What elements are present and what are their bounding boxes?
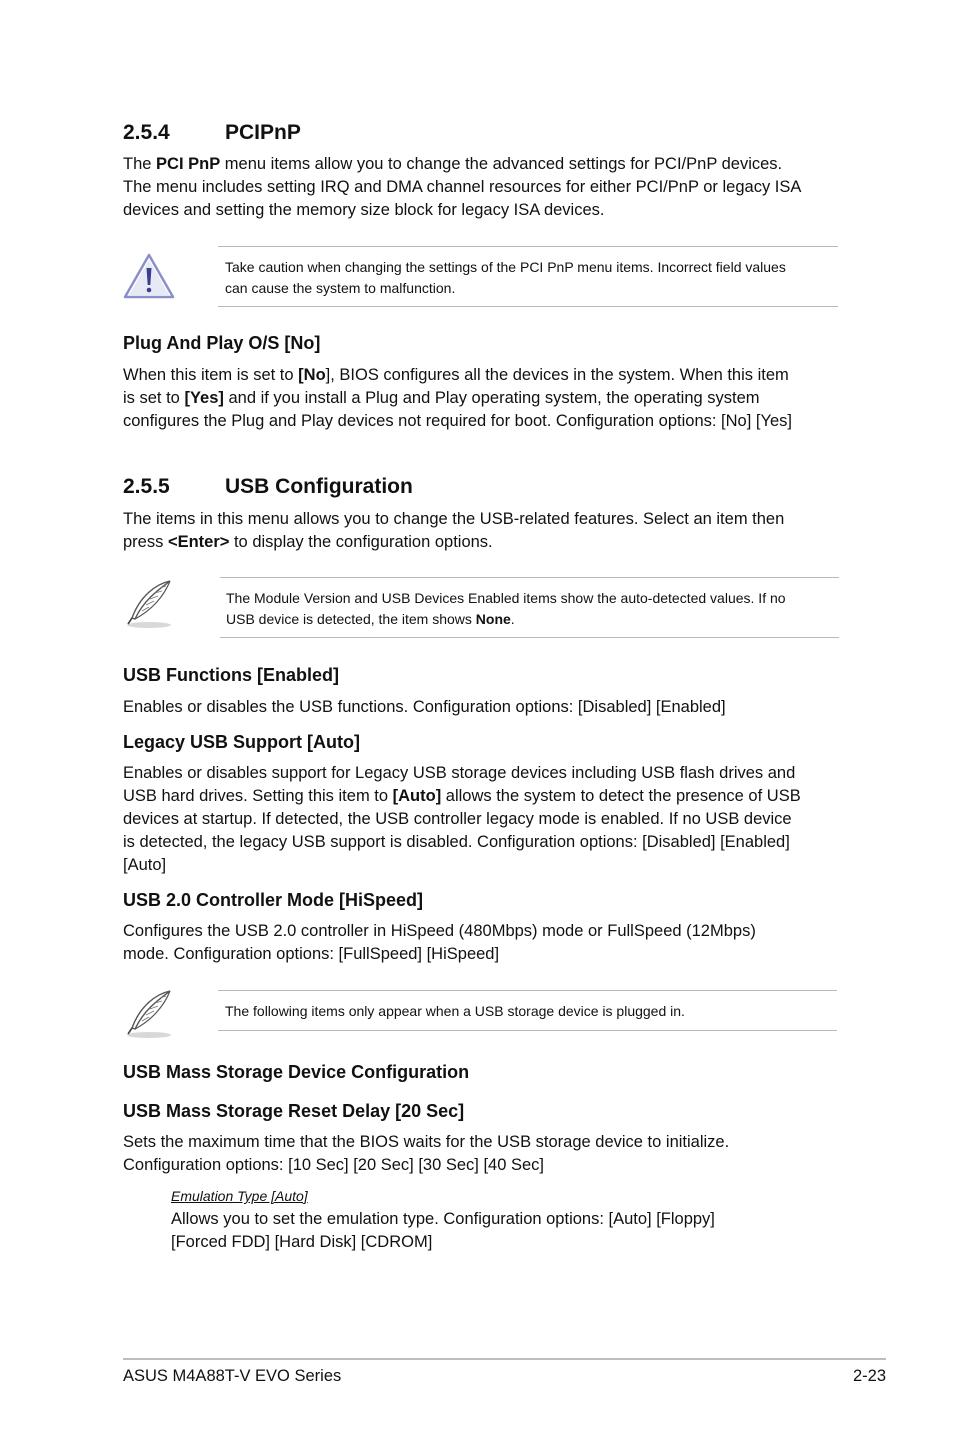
bold-text: None xyxy=(475,611,511,627)
bold-text: PCI PnP xyxy=(156,155,221,173)
note-feather-icon xyxy=(122,578,176,632)
section-number: 2.5.4 xyxy=(123,121,170,144)
usb-config-intro-paragraph xyxy=(123,508,784,554)
text: USB device is detected, the item shows xyxy=(226,611,476,627)
caution-note xyxy=(218,246,838,307)
heading-emulation-type: Emulation Type [Auto] xyxy=(171,1188,308,1204)
heading-usb-mass-storage-config: USB Mass Storage Device Configuration xyxy=(123,1062,470,1082)
pcipnp-intro-paragraph xyxy=(123,153,801,222)
text: USB hard drives. Setting this item to xyxy=(123,787,393,805)
text-line: Enables or disables the USB functions. Configuration options: [Disabled] [Enabled] xyxy=(123,698,726,716)
text-line: The items in this menu allows you to change the USB-related features. Select an item then xyxy=(123,510,785,528)
text-line: [Auto] xyxy=(123,856,167,874)
storage-device-note xyxy=(218,990,837,1031)
text: . xyxy=(510,611,515,627)
emulation-type-paragraph xyxy=(171,1208,715,1254)
text-line: can cause the system to malfunction. xyxy=(225,280,456,296)
section-heading-pcipnp xyxy=(123,121,623,147)
section-title: PCIPnP xyxy=(225,121,301,144)
text: is set to xyxy=(123,389,185,407)
reset-delay-paragraph xyxy=(123,1131,729,1177)
legacy-usb-paragraph xyxy=(123,762,801,877)
text-line: Allows you to set the emulation type. Configuration options: [Auto] [Floppy] xyxy=(171,1210,715,1228)
text-line: The menu includes setting IRQ and DMA channel resources for either PCI/PnP or legacy ISA xyxy=(123,178,802,196)
text-line: Sets the maximum time that the BIOS waits for the USB storage device to initialize. xyxy=(123,1133,730,1151)
usb-detected-note xyxy=(220,577,839,638)
text: press xyxy=(123,533,168,551)
bold-text: [Auto] xyxy=(392,787,442,805)
text-line: The Module Version and USB Devices Enabled items show the auto-detected values. If no xyxy=(226,590,786,606)
heading-legacy-usb-support: Legacy USB Support [Auto] xyxy=(123,732,360,752)
section-number: 2.5.5 xyxy=(123,475,170,498)
section-title: USB Configuration xyxy=(225,475,413,498)
text-line: The following items only appear when a USB storage device is plugged in. xyxy=(225,1003,685,1019)
text: and if you install a Plug and Play operating system, the operating system xyxy=(223,389,760,407)
heading-mass-storage-reset-delay: USB Mass Storage Reset Delay [20 Sec] xyxy=(123,1101,465,1121)
text-line: devices and setting the memory size block for legacy ISA devices. xyxy=(123,201,605,219)
heading-usb-controller-mode: USB 2.0 Controller Mode [HiSpeed] xyxy=(123,890,424,910)
footer-divider xyxy=(123,1358,886,1360)
text: The xyxy=(123,155,157,173)
bold-text: [Yes] xyxy=(184,389,224,407)
text-line: Take caution when changing the settings of the PCI PnP menu items. Incorrect field values xyxy=(225,259,786,275)
text: menu items allow you to change the advanced settings for PCI/PnP devices. xyxy=(220,155,783,173)
heading-plug-and-play: Plug And Play O/S [No] xyxy=(123,333,321,353)
text: allows the system to detect the presence of USB xyxy=(441,787,801,805)
text-line: devices at startup. If detected, the USB controller legacy mode is enabled. If no USB device xyxy=(123,810,792,828)
text-line: configures the Plug and Play devices not required for boot. Configuration options: [No] [Yes] xyxy=(123,412,792,430)
text-line: Configuration options: [10 Sec] [20 Sec] [30 Sec] [40 Sec] xyxy=(123,1156,545,1174)
text-line: Configures the USB 2.0 controller in HiSpeed (480Mbps) mode or FullSpeed (12Mbps) xyxy=(123,922,756,940)
text-line: Enables or disables support for Legacy USB storage devices including USB flash drives and xyxy=(123,764,796,782)
text: When this item is set to xyxy=(123,366,299,384)
plug-and-play-paragraph xyxy=(123,364,792,433)
footer-page-number: 2-23 xyxy=(852,1367,886,1385)
text-line: [Forced FDD] [Hard Disk] [CDROM] xyxy=(171,1233,433,1251)
heading-usb-functions: USB Functions [Enabled] xyxy=(123,665,339,685)
text-line: is detected, the legacy USB support is disabled. Configuration options: [Disabled] [Enabled] xyxy=(123,833,790,851)
section-heading-usb-configuration xyxy=(123,475,623,501)
bold-text: <Enter> xyxy=(167,533,230,551)
bold-text: [No xyxy=(298,366,326,384)
text-line: mode. Configuration options: [FullSpeed] [HiSpeed] xyxy=(123,945,500,963)
usb-functions-paragraph xyxy=(123,696,726,719)
note-feather-icon xyxy=(122,988,176,1042)
text: ], BIOS configures all the devices in the system. When this item xyxy=(325,366,789,384)
text: to display the configuration options. xyxy=(229,533,493,551)
footer-product-name: ASUS M4A88T-V EVO Series xyxy=(123,1367,342,1385)
warning-icon xyxy=(122,252,176,300)
controller-mode-paragraph xyxy=(123,920,756,966)
